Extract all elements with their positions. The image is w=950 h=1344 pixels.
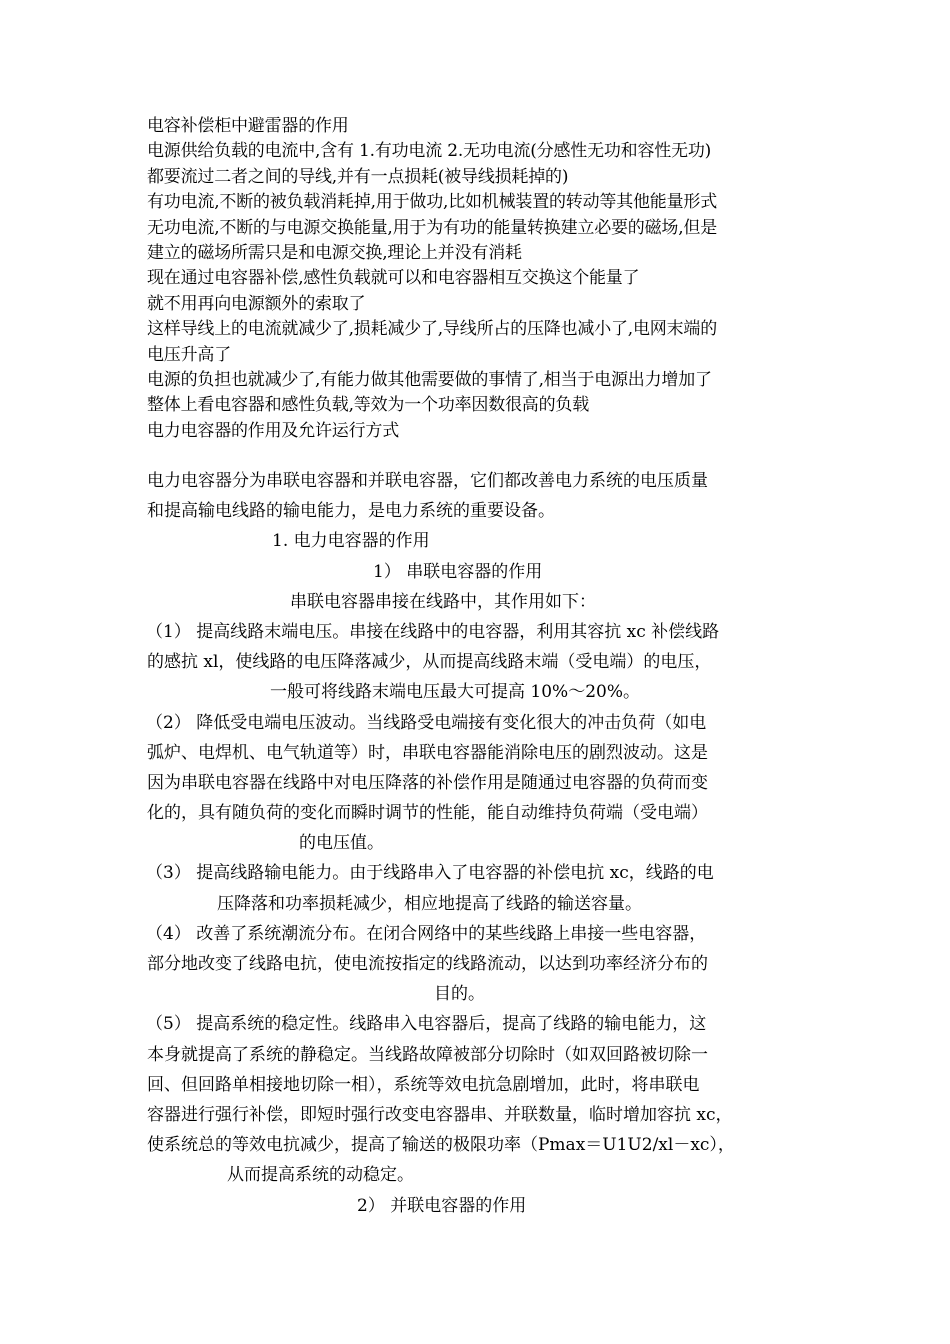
subheading-line: 2） 并联电容器的作用: [357, 1195, 527, 1216]
text-line: 弧炉、电焊机、电气轨道等）时，串联电容器能消除电压的剧烈波动。这是: [147, 742, 708, 763]
text-line: 一般可将线路末端电压最大可提高 10%～20%。: [270, 682, 640, 703]
doc-title-line: 电容补偿柜中避雷器的作用: [147, 116, 349, 136]
list-item-line: （2） 降低受电端电压波动。当线路受电端接有变化很大的冲击负荷（如电: [146, 712, 707, 733]
text-line: 建立的磁场所需只是和电源交换,理论上并没有消耗: [147, 242, 522, 263]
list-item-line: （4） 改善了系统潮流分布。在闭合网络中的某些线路上串接一些电容器，: [146, 923, 707, 944]
text-line: 和提高输电线路的输电能力，是电力系统的重要设备。: [147, 501, 555, 522]
text-line: 因为串联电容器在线路中对电压降落的补偿作用是随通过电容器的负荷而变: [147, 772, 708, 793]
text-line: 就不用再向电源额外的索取了: [147, 293, 366, 314]
text-line: 电压升高了: [147, 344, 231, 365]
text-line: 整体上看电容器和感性负载,等效为一个功率因数很高的负载: [147, 395, 590, 416]
capacitor-section: [147, 466, 827, 1221]
section-heading-line: 电力电容器的作用及允许运行方式: [147, 420, 399, 441]
text-line: 电源供给负载的电流中,含有 1.有功电流 2.无功电流(分感性无功和容性无功): [147, 141, 712, 162]
list-item-line: （3） 提高线路输电能力。由于线路串入了电容器的补偿电抗 xc，线路的电: [146, 863, 714, 884]
text-line: 压降落和功率损耗减少，相应地提高了线路的输送容量。: [217, 893, 642, 914]
text-line: 部分地改变了线路电抗，使电流按指定的线路流动，以达到功率经济分布的: [147, 954, 708, 974]
text-line: 的感抗 xl，使线路的电压降落减少，从而提高线路末端（受电端）的电压，: [147, 652, 712, 673]
text-line: 有功电流,不断的被负载消耗掉,用于做功,比如机械装置的转动等其他能量形式: [147, 192, 718, 213]
list-item-line: （1） 提高线路末端电压。串接在线路中的电容器，利用其容抗 xc 补偿线路: [146, 621, 720, 642]
list-item-line: （5） 提高系统的稳定性。线路串入电容器后，提高了线路的输电能力，这: [146, 1014, 707, 1035]
text-line: 容器进行强行补偿，即短时强行改变电容器串、并联数量，临时增加容抗 xc，: [147, 1104, 733, 1125]
text-line: 使系统总的等效电抗减少，提高了输送的极限功率（Pmax＝U1U2/xl－xc），: [147, 1135, 735, 1156]
heading-line: 1. 电力电容器的作用: [272, 531, 430, 552]
text-line: 现在通过电容器补偿,感性负载就可以和电容器相互交换这个能量了: [147, 268, 640, 289]
text-line: 目的。: [434, 984, 485, 1005]
text-line: 电源的负担也就减少了,有能力做其他需要做的事情了,相当于电源出力增加了: [147, 369, 712, 390]
text-line: 无功电流,不断的与电源交换能量,用于为有功的能量转换建立必要的磁场,但是: [147, 217, 718, 238]
text-line: 化的，具有随负荷的变化而瞬时调节的性能，能自动维持负荷端（受电端）: [147, 803, 708, 824]
text-line: 从而提高系统的动稳定。: [227, 1165, 414, 1186]
intro-section: [147, 114, 827, 444]
text-line: 的电压值。: [299, 833, 384, 854]
text-line: 回、但回路单相接地切除一相），系统等效电抗急剧增加，此时，将串联电: [147, 1074, 700, 1095]
text-line: 都要流过二者之间的导线,并有一点损耗(被导线损耗掉的): [147, 166, 569, 187]
text-line: 本身就提高了系统的静稳定。当线路故障被部分切除时（如双回路被切除一: [147, 1044, 708, 1065]
text-line: 串联电容器串接在线路中，其作用如下：: [290, 591, 596, 612]
text-line: 电力电容器分为串联电容器和并联电容器，它们都改善电力系统的电压质量: [147, 471, 708, 491]
text-line: 这样导线上的电流就减少了,损耗减少了,导线所占的压降也减小了,电网末端的: [147, 319, 718, 340]
subheading-line: 1） 串联电容器的作用: [373, 561, 543, 582]
